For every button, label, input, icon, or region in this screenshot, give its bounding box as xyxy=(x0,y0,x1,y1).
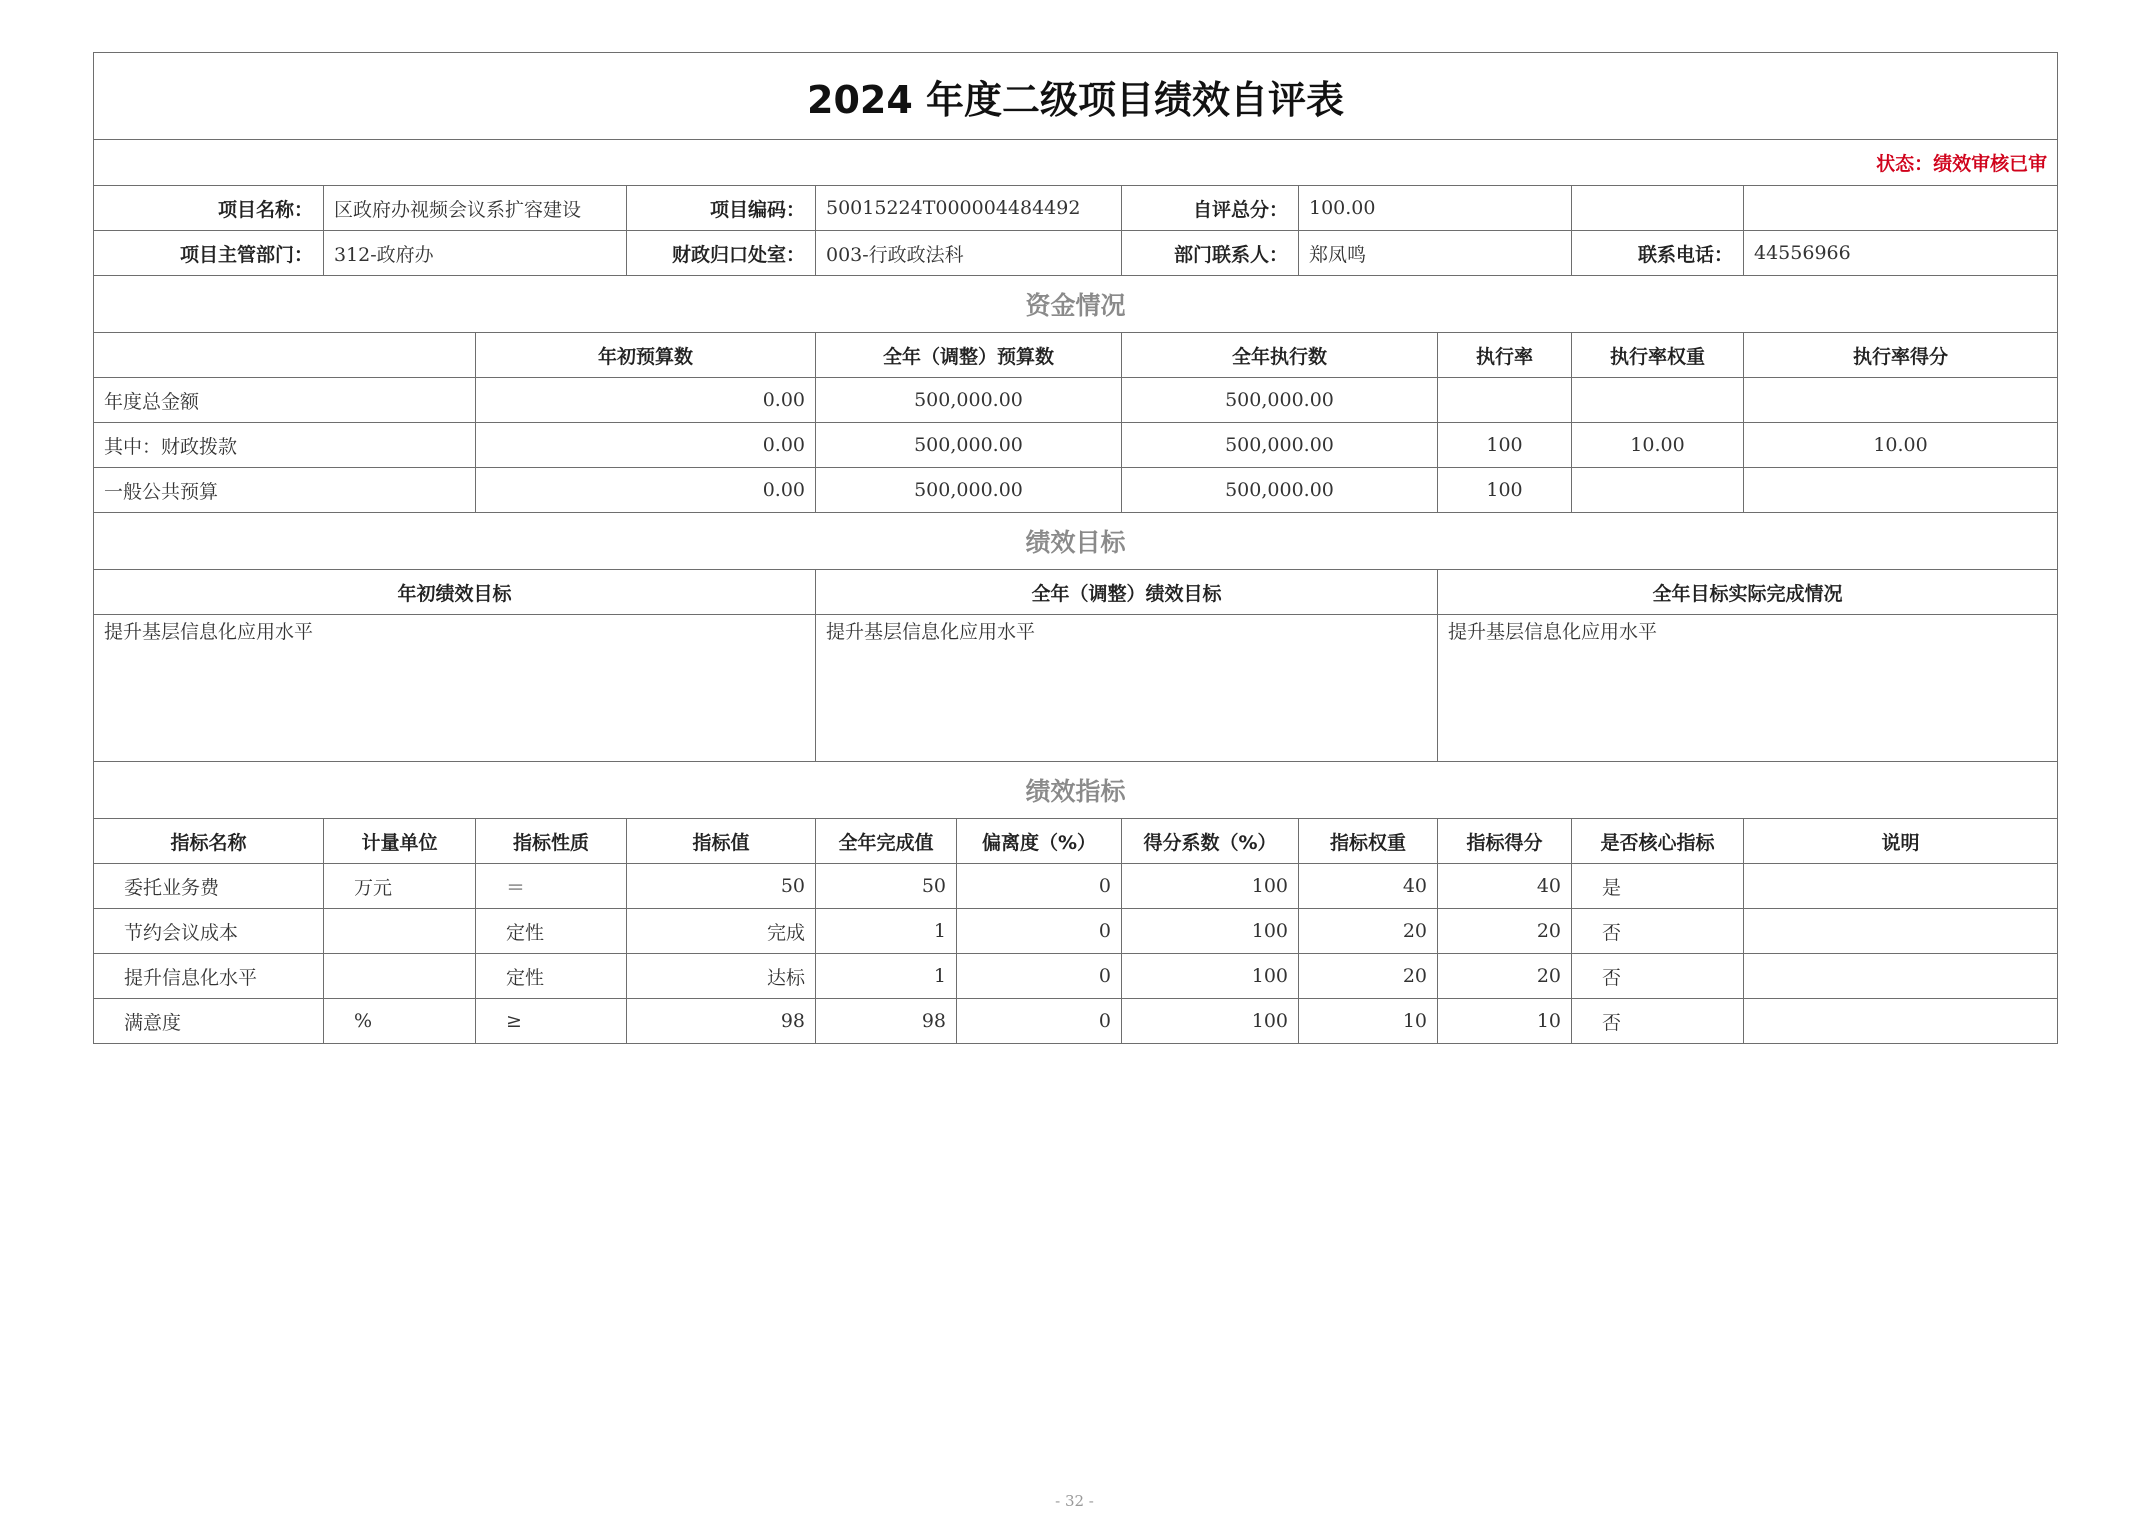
empty-cell xyxy=(1572,186,1744,231)
indicator-value: 50 xyxy=(627,864,816,909)
project-name-label: 项目名称： xyxy=(94,186,324,231)
indicator-nature: 定性 xyxy=(476,954,627,999)
finance-office-value: 003-行政政法科 xyxy=(816,231,1122,276)
indicator-score: 40 xyxy=(1438,864,1572,909)
funds-header-blank xyxy=(94,333,476,378)
indicator-done: 1 xyxy=(816,909,957,954)
total-score-label: 自评总分： xyxy=(1122,186,1299,231)
page-title: 2024 年度二级项目绩效自评表 xyxy=(94,53,2058,140)
funds-row-score: 10.00 xyxy=(1744,423,2058,468)
funds-row-executed: 500,000.00 xyxy=(1122,468,1438,513)
empty-cell xyxy=(1744,186,2058,231)
indicator-nature: ≥ xyxy=(476,999,627,1044)
indicator-weight: 10 xyxy=(1299,999,1438,1044)
funds-row-name: 其中：财政拨款 xyxy=(94,423,476,468)
funds-row-initial: 0.00 xyxy=(476,468,816,513)
goal-actual-text: 提升基层信息化应用水平 xyxy=(1438,615,2058,762)
status-badge: 状态：绩效审核已审 xyxy=(94,140,2058,186)
indicator-header-deviation: 偏离度（%） xyxy=(957,819,1122,864)
phone-label: 联系电话： xyxy=(1572,231,1744,276)
funds-header-score: 执行率得分 xyxy=(1744,333,2058,378)
indicator-score: 20 xyxy=(1438,909,1572,954)
indicator-core: 是 xyxy=(1572,864,1744,909)
funds-row-adjusted: 500,000.00 xyxy=(816,423,1122,468)
funds-row-score xyxy=(1744,468,2058,513)
indicator-name: 满意度 xyxy=(94,999,324,1044)
goals-header-row xyxy=(94,570,2058,615)
indicator-header-coefficient: 得分系数（%） xyxy=(1122,819,1299,864)
goals-header-adjusted: 全年（调整）绩效目标 xyxy=(816,570,1438,615)
funds-row-weight: 10.00 xyxy=(1572,423,1744,468)
indicator-score: 20 xyxy=(1438,954,1572,999)
funds-row xyxy=(94,468,2058,513)
phone-value: 44556966 xyxy=(1744,231,2058,276)
indicator-unit: % xyxy=(324,999,476,1044)
funds-header-adjusted: 全年（调整）预算数 xyxy=(816,333,1122,378)
indicator-row xyxy=(94,909,2058,954)
indicator-row xyxy=(94,864,2058,909)
funds-row-weight xyxy=(1572,378,1744,423)
evaluation-sheet xyxy=(93,52,2057,1044)
indicator-header-value: 指标值 xyxy=(627,819,816,864)
indicator-note xyxy=(1744,954,2058,999)
funds-header-weight: 执行率权重 xyxy=(1572,333,1744,378)
indicator-deviation: 0 xyxy=(957,954,1122,999)
indicator-weight: 20 xyxy=(1299,909,1438,954)
indicator-value: 完成 xyxy=(627,909,816,954)
goal-initial-text: 提升基层信息化应用水平 xyxy=(94,615,816,762)
title-row xyxy=(94,53,2058,140)
goals-section-title: 绩效目标 xyxy=(94,513,2058,570)
funds-row-rate: 100 xyxy=(1438,423,1572,468)
indicator-core: 否 xyxy=(1572,954,1744,999)
finance-office-label: 财政归口处室： xyxy=(627,231,816,276)
indicator-weight: 20 xyxy=(1299,954,1438,999)
funds-row-executed: 500,000.00 xyxy=(1122,423,1438,468)
indicator-row xyxy=(94,999,2058,1044)
funds-row-initial: 0.00 xyxy=(476,378,816,423)
funds-header-executed: 全年执行数 xyxy=(1122,333,1438,378)
indicator-name: 委托业务费 xyxy=(94,864,324,909)
goals-header-actual: 全年目标实际完成情况 xyxy=(1438,570,2058,615)
funds-header-initial: 年初预算数 xyxy=(476,333,816,378)
funds-header-rate: 执行率 xyxy=(1438,333,1572,378)
funds-row-name: 一般公共预算 xyxy=(94,468,476,513)
indicator-weight: 40 xyxy=(1299,864,1438,909)
indicator-done: 98 xyxy=(816,999,957,1044)
funds-row-executed: 500,000.00 xyxy=(1122,378,1438,423)
indicator-note xyxy=(1744,864,2058,909)
indicator-header-nature: 指标性质 xyxy=(476,819,627,864)
contact-person-label: 部门联系人： xyxy=(1122,231,1299,276)
project-code-label: 项目编码： xyxy=(627,186,816,231)
page-number: - 32 - xyxy=(1055,1492,1094,1510)
funds-row-initial: 0.00 xyxy=(476,423,816,468)
indicator-deviation: 0 xyxy=(957,909,1122,954)
indicators-section-row xyxy=(94,762,2058,819)
funds-row-name: 年度总金额 xyxy=(94,378,476,423)
indicator-header-name: 指标名称 xyxy=(94,819,324,864)
info-row-2 xyxy=(94,231,2058,276)
total-score-value: 100.00 xyxy=(1299,186,1572,231)
funds-row-rate: 100 xyxy=(1438,468,1572,513)
project-name-value: 区政府办视频会议系扩容建设 xyxy=(324,186,627,231)
indicator-unit: 万元 xyxy=(324,864,476,909)
indicator-value: 达标 xyxy=(627,954,816,999)
indicator-done: 1 xyxy=(816,954,957,999)
indicator-coefficient: 100 xyxy=(1122,909,1299,954)
funds-header-row xyxy=(94,333,2058,378)
indicator-coefficient: 100 xyxy=(1122,864,1299,909)
funds-row-score xyxy=(1744,378,2058,423)
goals-header-initial: 年初绩效目标 xyxy=(94,570,816,615)
funds-section-title: 资金情况 xyxy=(94,276,2058,333)
indicator-nature: ＝ xyxy=(476,864,627,909)
project-code-value: 50015224T000004484492 xyxy=(816,186,1122,231)
indicator-coefficient: 100 xyxy=(1122,999,1299,1044)
indicator-core: 否 xyxy=(1572,909,1744,954)
funds-row xyxy=(94,378,2058,423)
info-row-1 xyxy=(94,186,2058,231)
indicator-header-done: 全年完成值 xyxy=(816,819,957,864)
indicator-unit xyxy=(324,954,476,999)
indicator-header-core: 是否核心指标 xyxy=(1572,819,1744,864)
department-value: 312-政府办 xyxy=(324,231,627,276)
indicator-header-score: 指标得分 xyxy=(1438,819,1572,864)
indicators-header-row xyxy=(94,819,2058,864)
indicator-unit xyxy=(324,909,476,954)
funds-row-rate xyxy=(1438,378,1572,423)
evaluation-table xyxy=(93,52,2058,1044)
indicator-name: 提升信息化水平 xyxy=(94,954,324,999)
indicator-done: 50 xyxy=(816,864,957,909)
indicator-deviation: 0 xyxy=(957,999,1122,1044)
funds-section-row xyxy=(94,276,2058,333)
funds-row-adjusted: 500,000.00 xyxy=(816,468,1122,513)
indicator-nature: 定性 xyxy=(476,909,627,954)
indicator-coefficient: 100 xyxy=(1122,954,1299,999)
goal-adjusted-text: 提升基层信息化应用水平 xyxy=(816,615,1438,762)
status-row xyxy=(94,140,2058,186)
funds-row-weight xyxy=(1572,468,1744,513)
indicator-note xyxy=(1744,999,2058,1044)
funds-row xyxy=(94,423,2058,468)
indicator-core: 否 xyxy=(1572,999,1744,1044)
indicator-note xyxy=(1744,909,2058,954)
funds-row-adjusted: 500,000.00 xyxy=(816,378,1122,423)
indicator-score: 10 xyxy=(1438,999,1572,1044)
indicator-header-unit: 计量单位 xyxy=(324,819,476,864)
contact-person-value: 郑凤鸣 xyxy=(1299,231,1572,276)
goals-value-row xyxy=(94,615,2058,762)
indicator-row xyxy=(94,954,2058,999)
goals-section-row xyxy=(94,513,2058,570)
indicator-deviation: 0 xyxy=(957,864,1122,909)
indicator-header-note: 说明 xyxy=(1744,819,2058,864)
indicator-value: 98 xyxy=(627,999,816,1044)
indicator-name: 节约会议成本 xyxy=(94,909,324,954)
indicator-header-weight: 指标权重 xyxy=(1299,819,1438,864)
department-label: 项目主管部门： xyxy=(94,231,324,276)
indicators-section-title: 绩效指标 xyxy=(94,762,2058,819)
